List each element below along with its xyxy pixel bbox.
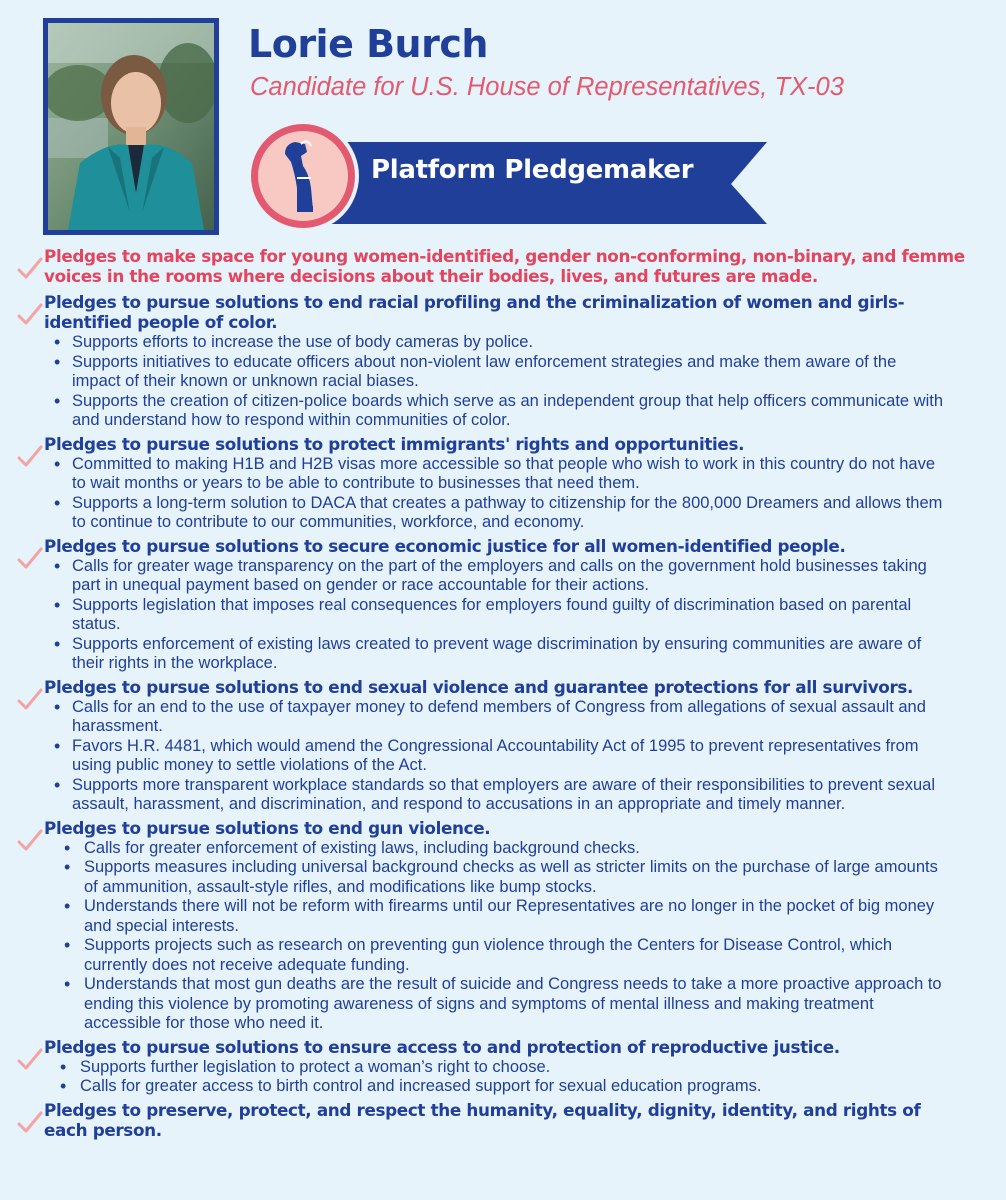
list-item: • Supports enforcement of existing laws created to prevent wage discrimination by ensuring communities are aware of their rights in the workplace.	[44, 635, 966, 674]
pledge-list	[0, 246, 1006, 1140]
pledge-item	[0, 677, 1006, 815]
flexed-arm-icon	[245, 118, 361, 234]
pledge-item	[0, 1037, 1006, 1097]
list-item: • Supports the creation of citizen-police boards which serve as an independent group that help officers communicate with and understand how to respond within communities of color.	[44, 392, 966, 431]
list-item: • Understands there will not be reform with firearms until our Representatives are no longer in the pocket of big money and special interests.	[44, 897, 966, 936]
pledge-item	[0, 536, 1006, 674]
list-item: • Calls for an end to the use of taxpayer money to defend members of Congress from allegations of sexual assault and harassment.	[44, 698, 966, 737]
pledge-text: Pledges to make space for young women-identified, gender non-conforming, non-binary, and femme voices in the rooms where decisions about their bodies, lives, and futures are made.	[44, 246, 965, 286]
pledge-points	[44, 1058, 966, 1097]
list-item: • Supports further legislation to protect a woman’s right to choose.	[44, 1058, 966, 1078]
pledge-text: Pledges to pursue solutions to ensure access to and protection of reproductive justice.	[44, 1036, 840, 1057]
list-item: • Favors H.R. 4481, which would amend the Congressional Accountability Act of 1995 to prevent representatives from using public money to settle violations of the Act.	[44, 737, 966, 776]
check-icon	[17, 303, 43, 325]
check-icon	[17, 1111, 43, 1133]
check-icon	[17, 688, 43, 710]
pledge-text: Pledges to preserve, protect, and respect the humanity, equality, dignity, identity, and rights of each person.	[44, 1099, 921, 1140]
pledge-item	[0, 292, 1006, 431]
check-icon	[17, 1048, 43, 1070]
pledge-text: Pledges to pursue solutions to secure economic justice for all women-identified people.	[44, 535, 846, 556]
pledge-item	[0, 434, 1006, 533]
pledge-points	[44, 557, 966, 674]
check-icon	[17, 547, 43, 569]
list-item: • Committed to making H1B and H2B visas more accessible so that people who wish to work in this country do not have to wait months or years to be able to contribute to businesses that need them.	[44, 455, 966, 494]
list-item: • Calls for greater wage transparency on the part of the employers and calls on the government hold businesses taking part in unequal payment based on gender or race accountable for their actions.	[44, 557, 966, 596]
pledge-points	[44, 333, 966, 431]
check-icon	[17, 257, 43, 279]
check-icon	[17, 829, 43, 851]
list-item: • Supports a long-term solution to DACA that creates a pathway to citizenship for the 800,000 Dreamers and allows them to continue to contribute to our communities, workforce, and economy.	[44, 494, 966, 533]
platform-banner	[245, 118, 775, 234]
pledge-item	[0, 818, 1006, 1034]
candidate-subtitle: Candidate for U.S. House of Representatives, TX-03	[250, 73, 844, 101]
pledge-text: Pledges to pursue solutions to end gun violence.	[44, 817, 491, 838]
list-item: • Understands that most gun deaths are the result of suicide and Congress needs to take a more proactive approach to ending this violence by promoting awareness of signs and symptoms of mental illness and making treatment accessible for those who need it.	[44, 975, 966, 1034]
banner-title: Platform Pledgemaker	[371, 155, 694, 185]
list-item: • Supports efforts to increase the use of body cameras by police.	[44, 333, 966, 353]
list-item: • Supports legislation that imposes real consequences for employers found guilty of discrimination based on parental status.	[44, 596, 966, 635]
list-item: • Supports projects such as research on preventing gun violence through the Centers for Disease Control, which currently does not receive adequate funding.	[44, 936, 966, 975]
candidate-name: Lorie Burch	[248, 22, 488, 66]
list-item: • Supports measures including universal background checks as well as stricter limits on the purchase of large amounts of ammunition, assault-style rifles, and modifications like bump stocks.	[44, 858, 966, 897]
pledge-points	[44, 455, 966, 533]
check-icon	[17, 445, 43, 467]
list-item: • Calls for greater access to birth control and increased support for sexual education programs.	[44, 1077, 966, 1097]
candidate-photo	[43, 18, 219, 235]
pledge-points	[44, 698, 966, 815]
pledge-text: Pledges to pursue solutions to protect immigrants' rights and opportunities.	[44, 433, 745, 454]
pledge-text: Pledges to pursue solutions to end sexual violence and guarantee protections for all survivors.	[44, 676, 914, 697]
list-item: • Calls for greater enforcement of existing laws, including background checks.	[44, 839, 966, 859]
list-item: • Supports more transparent workplace standards so that employers are aware of their responsibilities to prevent sexual assault, harassment, and discrimination, and respond to accusations in an appropriate and timely manner.	[44, 776, 966, 815]
pledge-text: Pledges to pursue solutions to end racial profiling and the criminalization of women and girls-identified people of color.	[44, 292, 905, 332]
pledge-points	[44, 839, 966, 1034]
pledge-item	[0, 1100, 1006, 1140]
list-item: • Supports initiatives to educate officers about non-violent law enforcement strategies and make them aware of the impact of their known or unknown racial biases.	[44, 353, 966, 392]
pledge-item	[0, 246, 1006, 286]
